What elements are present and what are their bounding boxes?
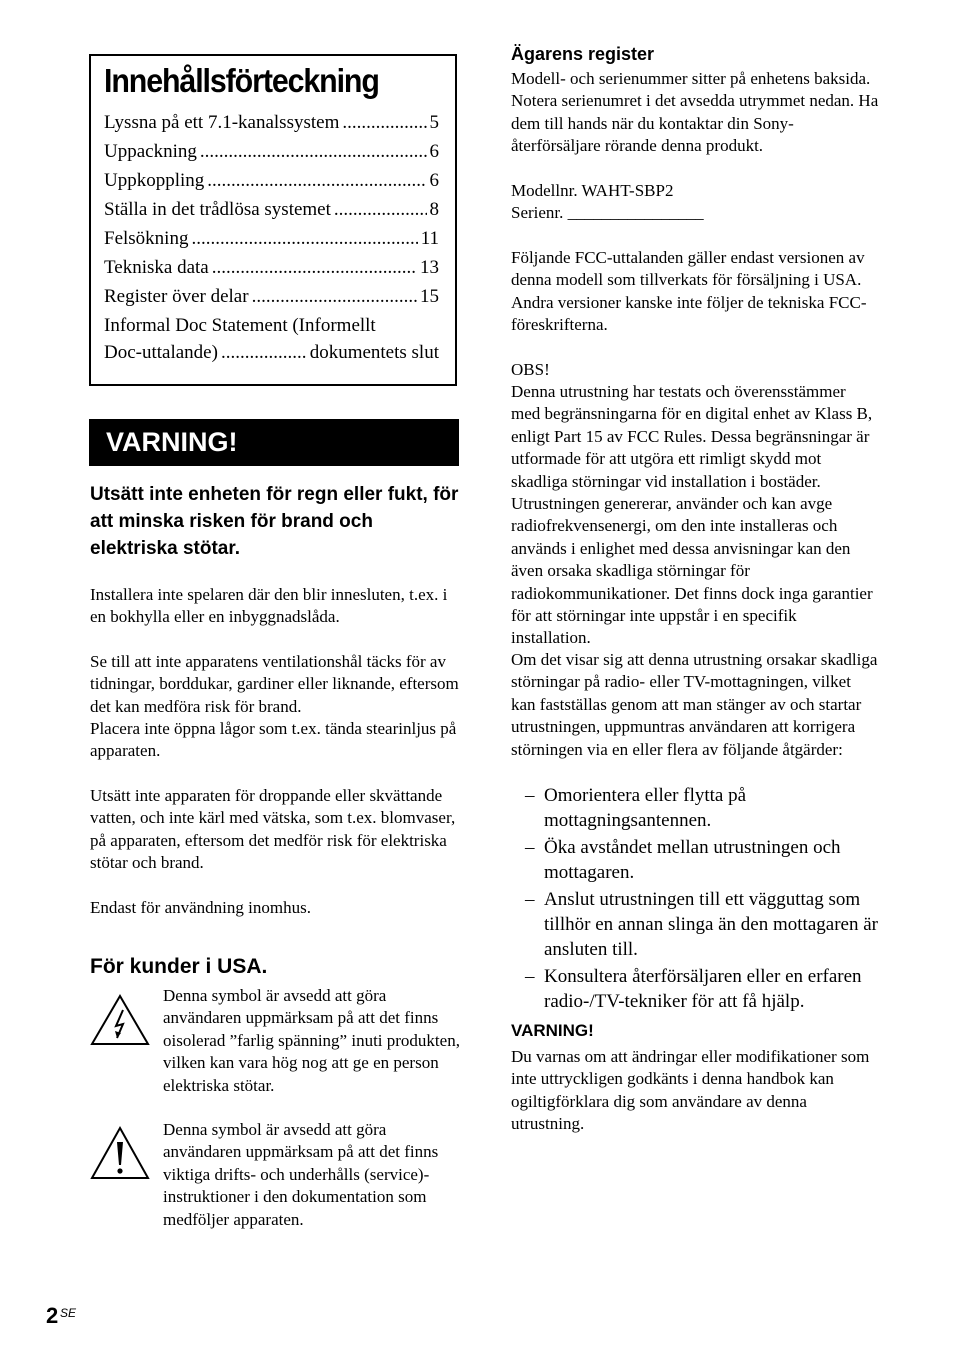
toc-leader	[334, 199, 427, 221]
fcc-warning-text: Du varnas om att ändringar eller modifikationer som inte uttryckligen godkänts i denna handbok kan ogiltigförklara dig som användare av denna utrustning.	[511, 1047, 870, 1134]
toc-entry-page: 11	[420, 228, 439, 249]
toc-entry[interactable]	[104, 141, 439, 163]
page-number: 2	[46, 1303, 59, 1328]
toc-entry-page: 15	[420, 286, 439, 307]
interference-measures-list	[525, 783, 880, 1016]
list-dash: –	[525, 889, 535, 910]
toc-entry-informal[interactable]	[104, 342, 439, 364]
lightning-warning-icon	[89, 993, 151, 1047]
toc-leader	[200, 141, 427, 163]
toc-entry-label: Felsökning	[104, 228, 189, 249]
warning-paragraph: Installera inte spelaren där den blir innesluten, t.ex. i en bokhylla eller en inbyggnadslåda.	[90, 585, 448, 627]
toc-leader	[191, 228, 417, 250]
obs-label: OBS!	[511, 360, 550, 379]
fcc-warning-heading: VARNING!	[511, 1021, 594, 1040]
toc-entry-page: 6	[429, 141, 439, 162]
list-item	[525, 964, 880, 1014]
toc-entry-label: Lyssna på ett 7.1-kanalssystem	[104, 112, 340, 133]
toc-leader	[221, 342, 307, 364]
model-number: Modellnr. WAHT-SBP2	[511, 181, 674, 200]
exclamation-warning-icon	[89, 1125, 151, 1181]
toc-entry-page: dokumentets slut	[309, 342, 439, 363]
toc-entry-page: 13	[420, 257, 439, 278]
toc-entry-label: Tekniska data	[104, 257, 209, 278]
list-item	[525, 887, 880, 962]
toc-entry-label: Uppkoppling	[104, 170, 205, 191]
toc-entry[interactable]	[104, 112, 439, 134]
toc-entry-label: Doc-uttalande)	[104, 342, 218, 363]
warning-paragraph: Endast för användning inomhus.	[90, 898, 311, 917]
list-item-text: Konsultera återförsäljaren eller en erfaren radio-/TV-tekniker för att få hjälp.	[544, 966, 862, 1012]
toc-entry[interactable]	[104, 199, 439, 221]
toc-entry-label: Uppackning	[104, 141, 197, 162]
lightning-symbol-description: Denna symbol är avsedd att göra användaren uppmärksam på att det finns oisolerad ”farlig spänning” inuti produkten, vilken kan vara hög nog att ge en person elektriska stötar.	[163, 986, 460, 1095]
toc-entry-label: Register över delar	[104, 286, 249, 307]
list-item-text: Öka avståndet mellan utrustningen och mottagaren.	[544, 837, 841, 883]
owner-register-heading: Ägarens register	[511, 44, 655, 64]
warning-paragraph: Placera inte öppna lågor som t.ex. tända stearinljus på apparaten.	[90, 719, 457, 761]
toc-leader	[342, 112, 426, 134]
usa-heading: För kunder i USA.	[90, 955, 268, 978]
toc-entry[interactable]	[104, 228, 439, 250]
toc-leader	[207, 170, 426, 192]
toc-entry-informal-line1[interactable]: Informal Doc Statement (Informellt	[104, 315, 376, 336]
toc-entry-page: 6	[429, 170, 439, 191]
page-number-suffix: SE	[60, 1306, 77, 1320]
warning-lead: Utsätt inte enheten för regn eller fukt, för att minska risken för brand och elektriska stötar.	[90, 484, 459, 559]
obs-paragraph: Denna utrustning har testats och överensstämmer med begränsningarna för en digital enhet av Klass B, enligt Part 15 av FCC Rules. Dessa begränsningar är utformade för att utgöra ett rimligt skydd mot skadliga störningar vid installation i bostäder. Utrustningen genererar, använder och kan avge radiofrekvensenergi, om den inte installeras och används i enlighet med dessa anvisningar kan den även orsaka skadliga störningar för radiokommunikationer. Det finns dock inga garantier för att störningar inte uppstår i en specifik installation.	[511, 382, 873, 648]
toc-title: Innehållsförteckning	[104, 62, 379, 99]
obs-paragraph-2: Om det visar sig att denna utrustning orsakar skadliga störningar på radio- eller TV-mottagningen, vilket kan fastställas genom att man stänger av och startar utrustningen, uppmuntras användaren att korrigera störningen via en eller flera av följande åtgärder:	[511, 650, 878, 759]
list-dash: –	[525, 966, 535, 987]
warning-paragraph: Se till att inte apparatens ventilationshål täcks för av tidningar, borddukar, gardiner eller liknande, eftersom det kan medföra risk för brand.	[90, 652, 459, 716]
fcc-statement: Följande FCC-uttalanden gäller endast versionen av denna modell som tillverkats för försäljning i USA. Andra versioner kanske inte följer de tekniska FCC-föreskrifterna.	[511, 248, 867, 335]
toc-entry[interactable]	[104, 286, 439, 308]
toc-leader	[252, 286, 417, 308]
list-item	[525, 835, 880, 885]
toc-entry-page: 5	[429, 112, 439, 133]
warning-paragraph: Utsätt inte apparaten för droppande eller skvättande vatten, och inte kärl med vätska, som t.ex. blomvaser, på apparaten, eftersom det medför risk för elektriska stötar och brand.	[90, 786, 456, 873]
list-item-text: Anslut utrustningen till ett vägguttag som tillhör en annan slinga än den mottagaren är ansluten till.	[544, 889, 878, 960]
list-item-text: Omorientera eller flytta på mottagningsantennen.	[544, 785, 747, 831]
toc-leader	[212, 257, 417, 279]
toc-entry[interactable]	[104, 170, 439, 192]
serial-number: Serienr. ________________	[511, 203, 704, 222]
toc-entry-label: Ställa in det trådlösa systemet	[104, 199, 331, 220]
exclamation-symbol-description: Denna symbol är avsedd att göra användaren uppmärksam på att det finns viktiga drifts- och underhålls (service)-instruktioner i den dokumentation som medföljer apparaten.	[163, 1120, 439, 1229]
list-item	[525, 783, 880, 833]
toc-entry[interactable]	[104, 257, 439, 279]
toc-entry-page: 8	[429, 199, 439, 220]
list-dash: –	[525, 837, 535, 858]
owner-register-paragraph: Modell- och serienummer sitter på enhetens baksida. Notera serienumret i det avsedda utrymmet nedan. Ha dem till hands när du kontaktar din Sony-återförsäljare rörande denna produkt.	[511, 69, 879, 156]
list-dash: –	[525, 785, 535, 806]
warning-banner-title: VARNING!	[106, 427, 238, 457]
